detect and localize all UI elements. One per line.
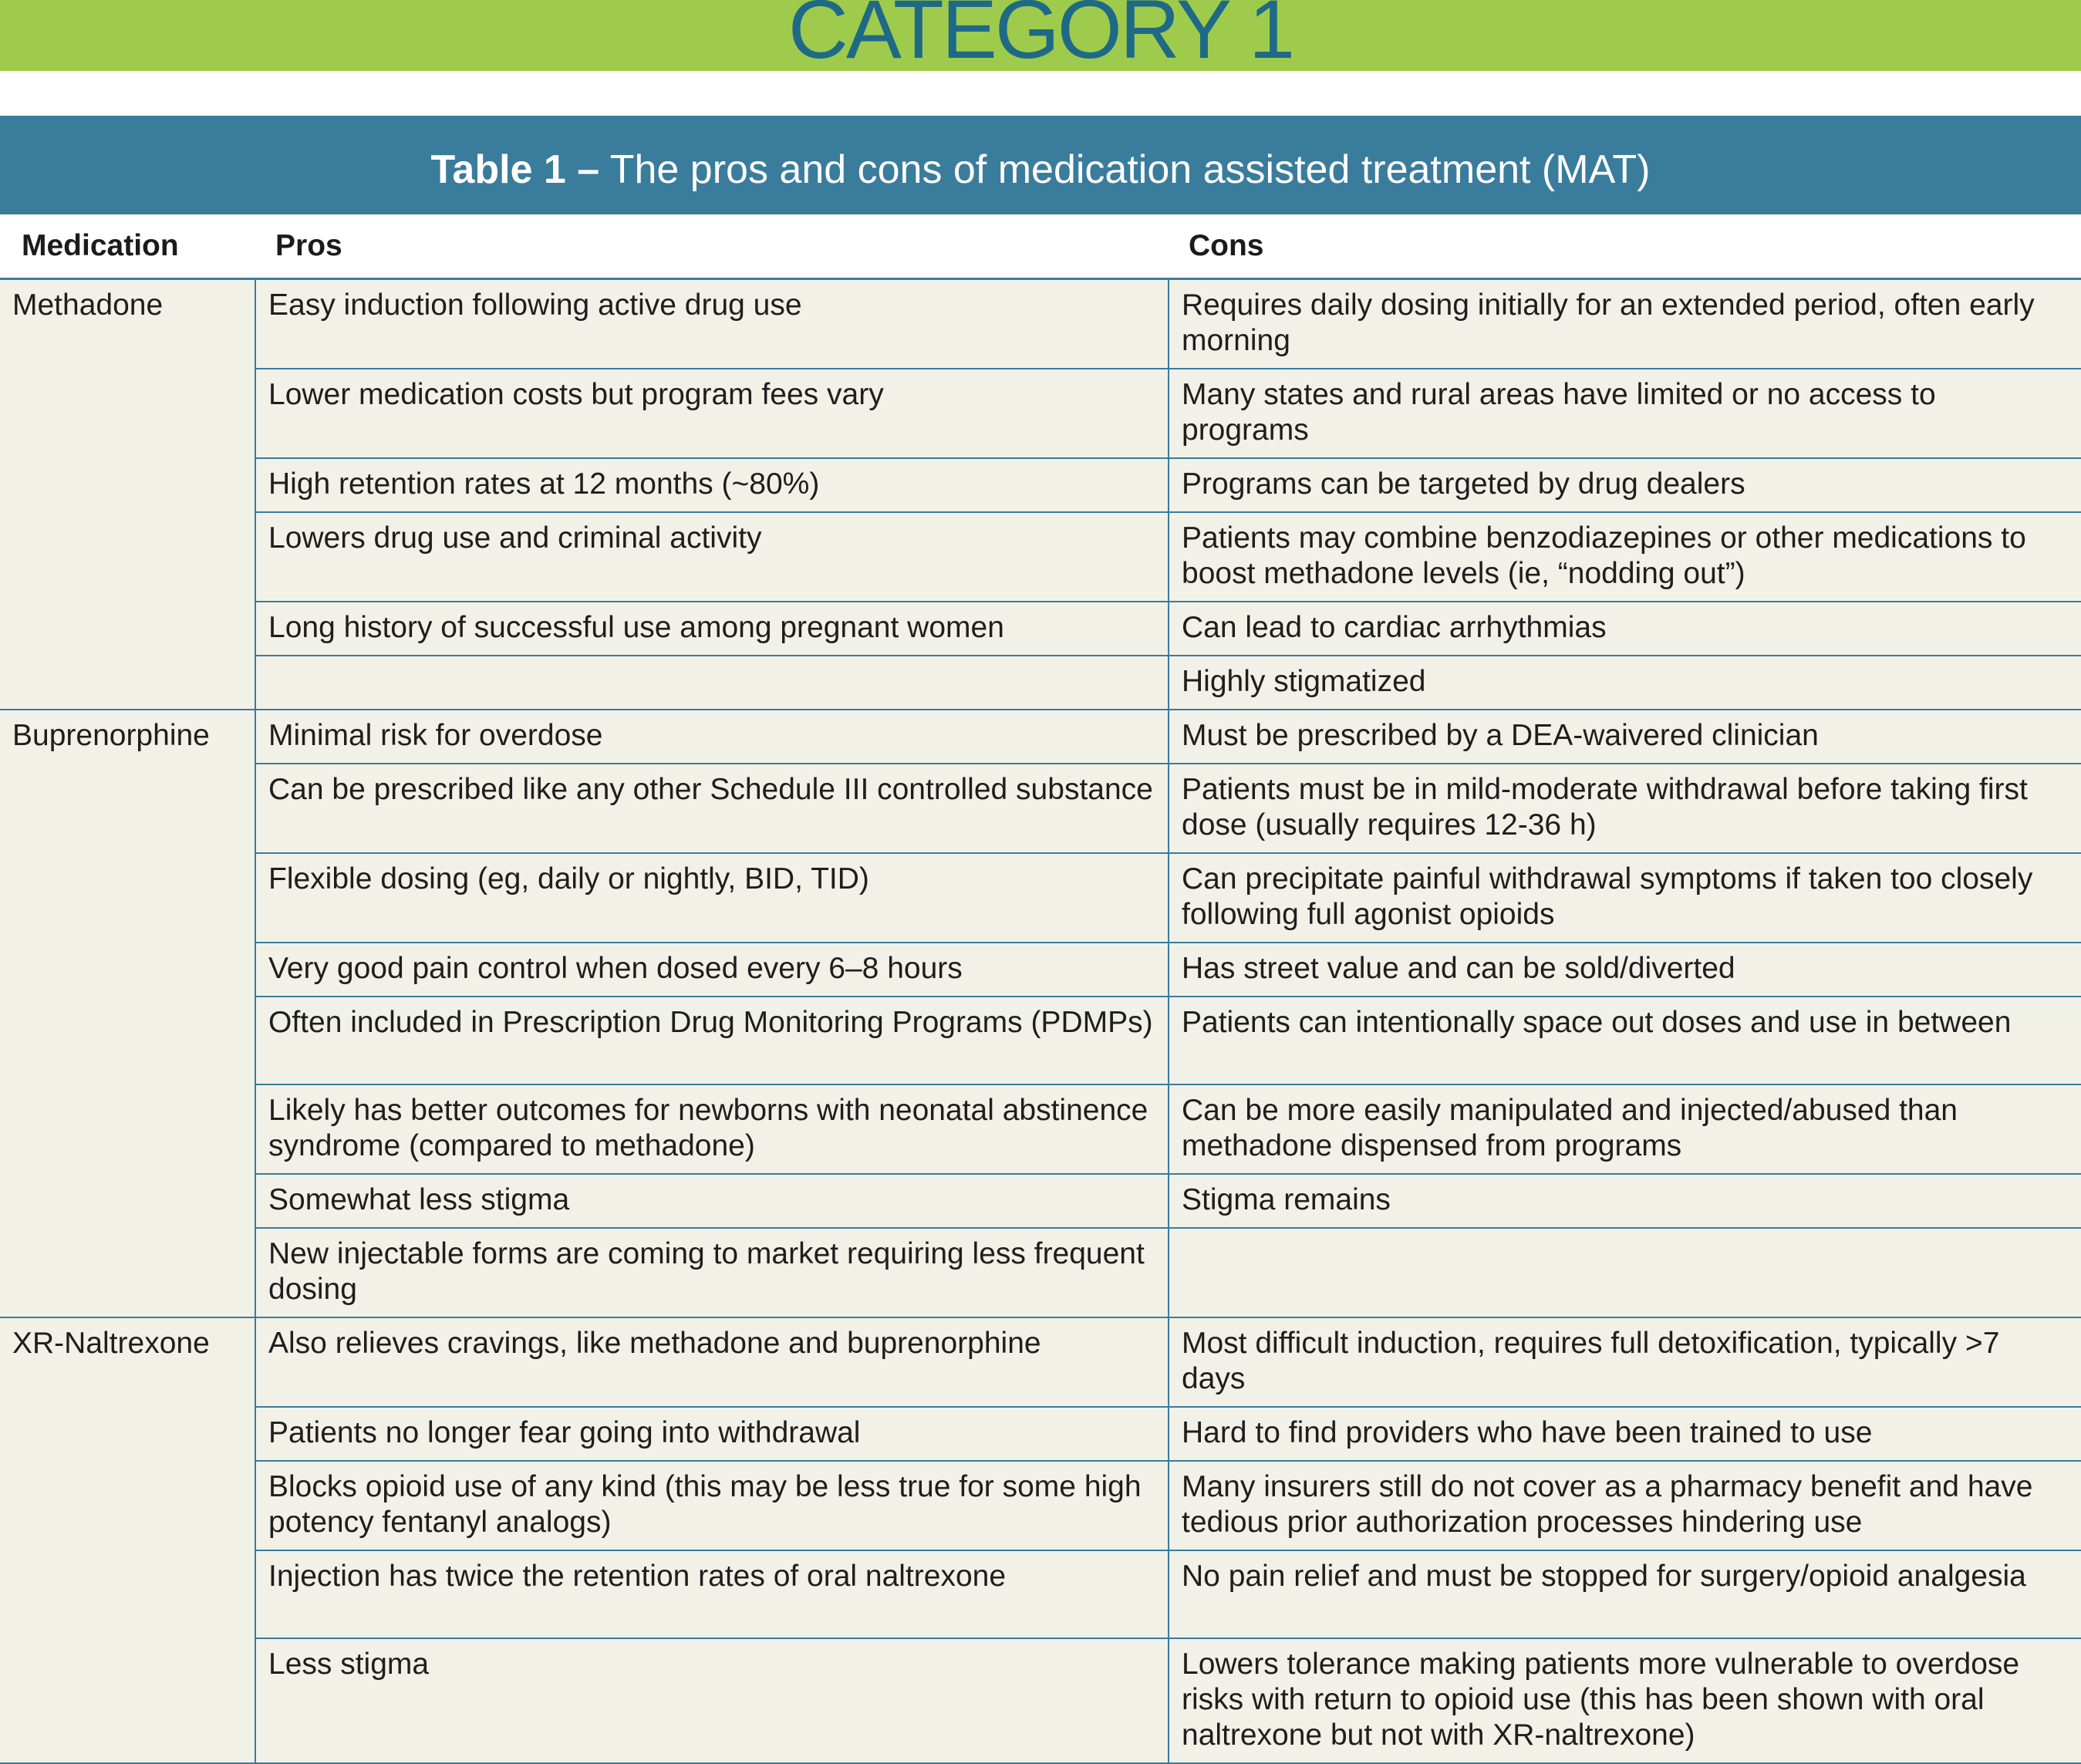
table-row bbox=[0, 602, 2081, 656]
medication-cell: XR-Naltrexone bbox=[0, 1317, 255, 1763]
pro-cell: Easy induction following active drug use bbox=[255, 279, 1169, 369]
pro-cell bbox=[255, 656, 1169, 710]
table-row bbox=[0, 764, 2081, 853]
category-banner bbox=[0, 0, 2081, 76]
column-header-pros: Pros bbox=[255, 214, 1169, 279]
table-row bbox=[0, 1228, 2081, 1317]
category-title: CATEGORY 1 bbox=[788, 0, 1293, 76]
pro-cell: Lower medication costs but program fees vary bbox=[255, 369, 1169, 458]
con-cell: Stigma remains bbox=[1169, 1174, 2081, 1228]
table-row bbox=[0, 1084, 2081, 1174]
con-cell: Patients may combine benzodiazepines or other medications to boost methadone levels (ie, “nodding out”) bbox=[1169, 512, 2081, 602]
table-row bbox=[0, 369, 2081, 458]
pro-cell: Somewhat less stigma bbox=[255, 1174, 1169, 1228]
pro-cell: Can be prescribed like any other Schedule III controlled substance bbox=[255, 764, 1169, 853]
con-cell: Patients must be in mild-moderate withdrawal before taking first dose (usually requires 12-36 h) bbox=[1169, 764, 2081, 853]
pro-cell: Likely has better outcomes for newborns with neonatal abstinence syndrome (compared to methadone) bbox=[255, 1084, 1169, 1174]
table-title-number: Table 1 – bbox=[430, 147, 600, 192]
pros-cons-table bbox=[0, 214, 2081, 1764]
pro-cell: Flexible dosing (eg, daily or nightly, BID, TID) bbox=[255, 853, 1169, 943]
table-row bbox=[0, 943, 2081, 997]
con-cell: Many insurers still do not cover as a pharmacy benefit and have tedious prior authorization processes hindering use bbox=[1169, 1461, 2081, 1550]
pro-cell: Long history of successful use among pregnant women bbox=[255, 602, 1169, 656]
con-cell: Many states and rural areas have limited or no access to programs bbox=[1169, 369, 2081, 458]
column-header-medication: Medication bbox=[0, 214, 255, 279]
pro-cell: Less stigma bbox=[255, 1638, 1169, 1763]
con-cell: Can precipitate painful withdrawal symptoms if taken too closely following full agonist opioids bbox=[1169, 853, 2081, 943]
con-cell: Highly stigmatized bbox=[1169, 656, 2081, 710]
con-cell: No pain relief and must be stopped for surgery/opioid analgesia bbox=[1169, 1550, 2081, 1638]
pro-cell: High retention rates at 12 months (~80%) bbox=[255, 458, 1169, 512]
pro-cell: New injectable forms are coming to market requiring less frequent dosing bbox=[255, 1228, 1169, 1317]
con-cell: Can be more easily manipulated and injected/abused than methadone dispensed from programs bbox=[1169, 1084, 2081, 1174]
pro-cell: Often included in Prescription Drug Monitoring Programs (PDMPs) bbox=[255, 997, 1169, 1084]
table-row bbox=[0, 458, 2081, 512]
con-cell: Most difficult induction, requires full detoxification, typically >7 days bbox=[1169, 1317, 2081, 1407]
table-row bbox=[0, 1317, 2081, 1407]
con-cell: Requires daily dosing initially for an extended period, often early morning bbox=[1169, 279, 2081, 369]
table-row bbox=[0, 1407, 2081, 1461]
con-cell: Programs can be targeted by drug dealers bbox=[1169, 458, 2081, 512]
medication-cell: Buprenorphine bbox=[0, 710, 255, 1317]
pro-cell: Lowers drug use and criminal activity bbox=[255, 512, 1169, 602]
mat-table bbox=[0, 116, 2081, 1764]
con-cell: Must be prescribed by a DEA-waivered clinician bbox=[1169, 710, 2081, 764]
table-row bbox=[0, 1550, 2081, 1638]
table-body bbox=[0, 279, 2081, 1764]
con-cell: Lowers tolerance making patients more vulnerable to overdose risks with return to opioid use (this has been shown with oral naltrexone but not with XR-naltrexone) bbox=[1169, 1638, 2081, 1763]
column-header-cons: Cons bbox=[1169, 214, 2081, 279]
table-row bbox=[0, 656, 2081, 710]
pro-cell: Very good pain control when dosed every 6–8 hours bbox=[255, 943, 1169, 997]
con-cell bbox=[1169, 1228, 2081, 1317]
pro-cell: Injection has twice the retention rates of oral naltrexone bbox=[255, 1550, 1169, 1638]
table-row bbox=[0, 710, 2081, 764]
medication-cell: Methadone bbox=[0, 279, 255, 710]
pro-cell: Also relieves cravings, like methadone and buprenorphine bbox=[255, 1317, 1169, 1407]
con-cell: Patients can intentionally space out doses and use in between bbox=[1169, 997, 2081, 1084]
con-cell: Can lead to cardiac arrhythmias bbox=[1169, 602, 2081, 656]
table-title bbox=[0, 116, 2081, 214]
con-cell: Has street value and can be sold/diverted bbox=[1169, 943, 2081, 997]
table-row bbox=[0, 853, 2081, 943]
table-title-text: The pros and cons of medication assisted treatment (MAT) bbox=[599, 147, 1651, 192]
pro-cell: Patients no longer fear going into withdrawal bbox=[255, 1407, 1169, 1461]
table-row bbox=[0, 1638, 2081, 1763]
pro-cell: Minimal risk for overdose bbox=[255, 710, 1169, 764]
table-row bbox=[0, 1174, 2081, 1228]
table-row bbox=[0, 279, 2081, 369]
table-row bbox=[0, 1461, 2081, 1550]
column-header-row bbox=[0, 214, 2081, 279]
pro-cell: Blocks opioid use of any kind (this may be less true for some high potency fentanyl analogs) bbox=[255, 1461, 1169, 1550]
con-cell: Hard to find providers who have been trained to use bbox=[1169, 1407, 2081, 1461]
table-row bbox=[0, 512, 2081, 602]
table-row bbox=[0, 997, 2081, 1084]
